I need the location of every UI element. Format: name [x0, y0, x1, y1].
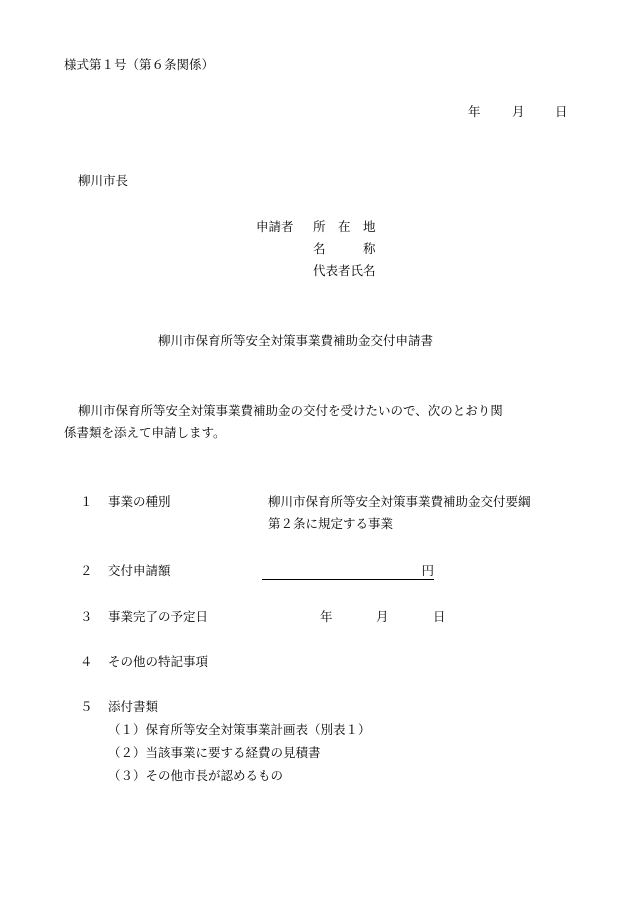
attachment-1: （１）保育所等安全対策事業計画表（別表１）	[108, 722, 371, 737]
item-1-number: １	[80, 494, 93, 509]
applicant-address-label: 所 在 地	[313, 219, 376, 234]
item-4-label: その他の特記事項	[108, 654, 209, 669]
item-2-label: 交付申請額	[108, 563, 171, 578]
body-line-2: 係書類を添えて申請します。	[64, 425, 226, 440]
form-label: 様式第１号（第６条関係）	[64, 57, 215, 72]
item-1-value-line-1: 柳川市保育所等安全対策事業費補助金交付要綱	[268, 494, 531, 509]
completion-year: 年	[320, 609, 333, 624]
addressee: 柳川市長	[78, 173, 129, 188]
amount-unit: 円	[262, 563, 434, 580]
item-1-label: 事業の種別	[108, 494, 171, 509]
completion-day: 日	[433, 609, 446, 624]
applicant-name-label: 名 称	[313, 241, 376, 256]
date-month: 月	[512, 104, 525, 119]
item-3-label: 事業完了の予定日	[108, 609, 209, 624]
date-year: 年	[468, 104, 481, 119]
body-line-1: 柳川市保育所等安全対策事業費補助金の交付を受けたいので、次のとおり関	[78, 403, 503, 418]
date-day: 日	[555, 104, 568, 119]
attachment-3: （３）その他市長が認めるもの	[108, 768, 284, 783]
completion-month: 月	[376, 609, 389, 624]
applicant-heading: 申請者	[256, 219, 294, 234]
document-title: 柳川市保育所等安全対策事業費補助金交付申請書	[158, 333, 434, 348]
item-3-number: ３	[80, 609, 93, 624]
item-2-number: ２	[80, 563, 93, 578]
item-1-value-line-2: 第２条に規定する事業	[268, 516, 394, 531]
amount-field	[262, 563, 434, 580]
item-5-label: 添付書類	[108, 699, 159, 714]
item-4-number: ４	[80, 654, 93, 669]
attachment-2: （２）当該事業に要する経費の見積書	[108, 745, 321, 760]
applicant-representative-label: 代表者氏名	[313, 263, 376, 278]
item-5-number: ５	[80, 699, 93, 714]
